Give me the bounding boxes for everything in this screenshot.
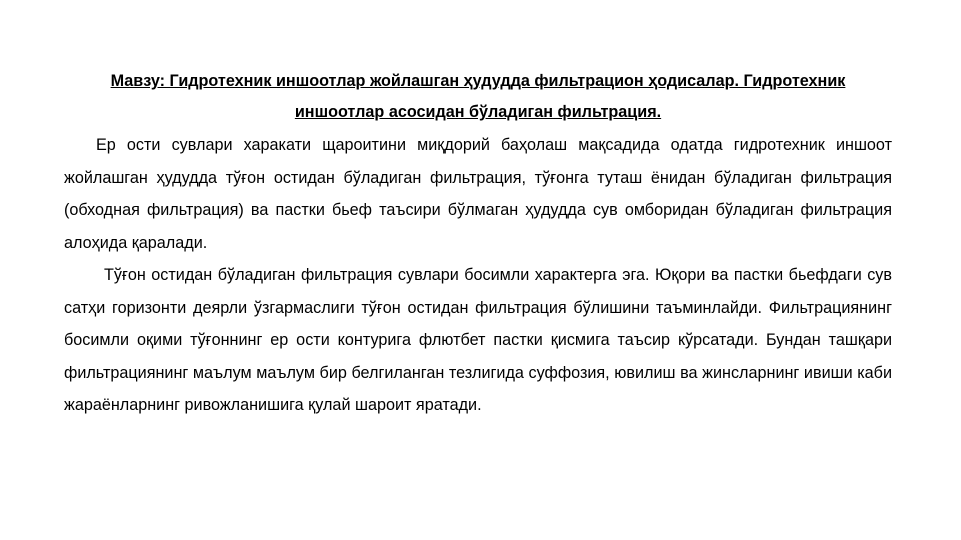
slide-title: Мавзу: Гидротехник иншоотлар жойлашган ҳудудда фильтрацион ҳодисалар. Гидротехник иншоотлар асосидан бўладиган фильтрация.: [110, 72, 846, 121]
paragraph-1: Ер ости сувлари харакати щароитини миқдорий баҳолаш мақсадида одатда гидротехник иншоот жойлашган ҳудудда тўғон остидан бўладиган фильтрация, тўғонга туташ ёнидан бўладиган фильтрация (обходная фильтрация) ва пастки бьеф таъсири бўлмаган ҳудудда сув омборидан бўладиган фильтрация алоҳида қаралади.: [64, 136, 892, 252]
paragraph-2: Тўғон остидан бўладиган фильтрация сувлари босимли характерга эга. Юқори ва пастки бьефдаги сув сатҳи горизонти деярли ўзгармаслиги тўғон остидан фильтрация бўлишини таъминлайди. Фильтрациянинг босимли оқими тўғоннинг ер ости контурига флютбет пастки қисмига таъсир кўрсатади. Бундан ташқари фильтрациянинг маълум маълум бир белгиланган тезлигида суффозия, ювилиш ва жинсларнинг ивиши каби жараёнларнинг ривожланишига қулай шароит яратади.: [64, 266, 892, 414]
slide-content: [64, 66, 892, 422]
